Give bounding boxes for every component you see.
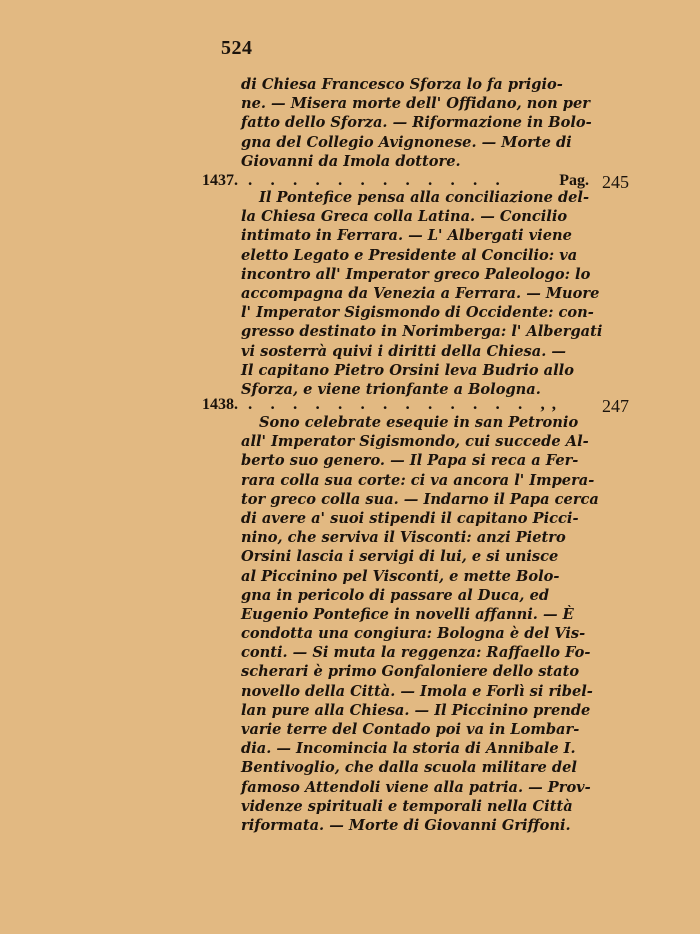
text-line: gresso destinato in Norimberga: l' Albergati [241,323,603,341]
text-line: dia. — Incomincia la storia di Annibale I. [241,740,576,758]
text-line: accompagna da Venezia a Ferrara. — Muore [241,284,600,302]
text-line: vi sosterrà quivi i diritti della Chiesa. — [241,342,566,360]
entry-year: 1437. [202,172,238,189]
text-line: Sono celebrate esequie in san Petronio [259,414,579,431]
text-line: varie terre del Contado poi va in Lombar- [241,721,580,738]
text-line: ne. — Misera morte dell' Offidano, non per [241,95,590,113]
text-line: fatto dello Sforza. — Riformazione in Bolo- [241,114,592,132]
text-line: di avere a' suoi stipendi il capitano Picci- [241,509,579,527]
entry-year: 1438. [202,396,238,413]
text-line: incontro all' Imperator greco Paleologo: lo [241,265,591,283]
text-line: Orsini lascia i servigi di lui, e si unisce [241,548,559,566]
page-reference: 247 [602,396,629,416]
entry-paragraph-1437 [241,188,603,399]
text-line: Il capitano Pietro Orsini leva Budrio allo [241,361,574,379]
text-line: videnze spirituali e temporali nella Città [241,797,573,815]
text-line: l' Imperator Sigismondo di Occidente: con- [241,304,594,322]
intro-paragraph [241,75,592,171]
text-line: al Piccinino pel Visconti, e mette Bolo- [241,567,560,585]
text-line: famoso Attendoli viene alla patria. — Prov- [241,778,591,796]
page-label: Pag. [559,172,589,189]
text-line: condotta una congiura: Bologna è del Vis- [241,625,586,643]
text-line: riformata. — Morte di Giovanni Griffoni. [241,816,571,834]
text-line: Eugenio Pontefice in novelli affanni. — È [241,605,574,623]
text-line: gna in pericolo di passare al Duca, ed [241,586,550,604]
text-line: eletto Legato e Presidente al Concilio: va [241,246,578,264]
text-line: gna del Collegio Avignonese. — Morte di [241,133,572,151]
leader-dots: . . . . . . . . . . . . [248,170,507,189]
text-line: Sforza, e viene trionfante a Bologna. [241,380,541,398]
text-line: scherari è primo Gonfaloniere dello stato [241,663,580,681]
text-line: rara colla sua corte: ci va ancora l' Impera- [241,471,595,489]
text-line: intimato in Ferrara. — L' Albergati viene [241,227,572,245]
text-line: Bentivoglio, che dalla scuola militare del [241,759,577,777]
text-line: Il Pontefice pensa alla conciliazione del- [259,189,590,206]
text-line: la Chiesa Greca colla Latina. — Concilio [241,208,568,226]
text-line: tor greco colla sua. — Indarno il Papa cerca [241,490,599,508]
text-line: nino, che serviva il Visconti: anzi Pietro [241,529,566,547]
entry-paragraph-1438 [241,413,599,835]
page-number: 524 [221,37,253,59]
text-line: berto suo genero. — Il Papa si reca a Fer- [241,452,579,470]
text-line: lan pure alla Chiesa. — Il Piccinino prende [241,701,591,719]
text-line: novello della Città. — Imola e Forlì si ribel- [241,682,593,700]
text-line: Giovanni da Imola dottore. [241,152,461,170]
leader-dots: . . . . . . . . . . . . . ,, [248,394,563,413]
text-line: all' Imperator Sigismondo, cui succede Al- [241,433,589,451]
text-line: di Chiesa Francesco Sforza lo fa prigio- [241,76,563,93]
page-reference: 245 [602,172,629,192]
text-line: conti. — Si muta la reggenza: Raffaello Fo- [241,644,591,662]
